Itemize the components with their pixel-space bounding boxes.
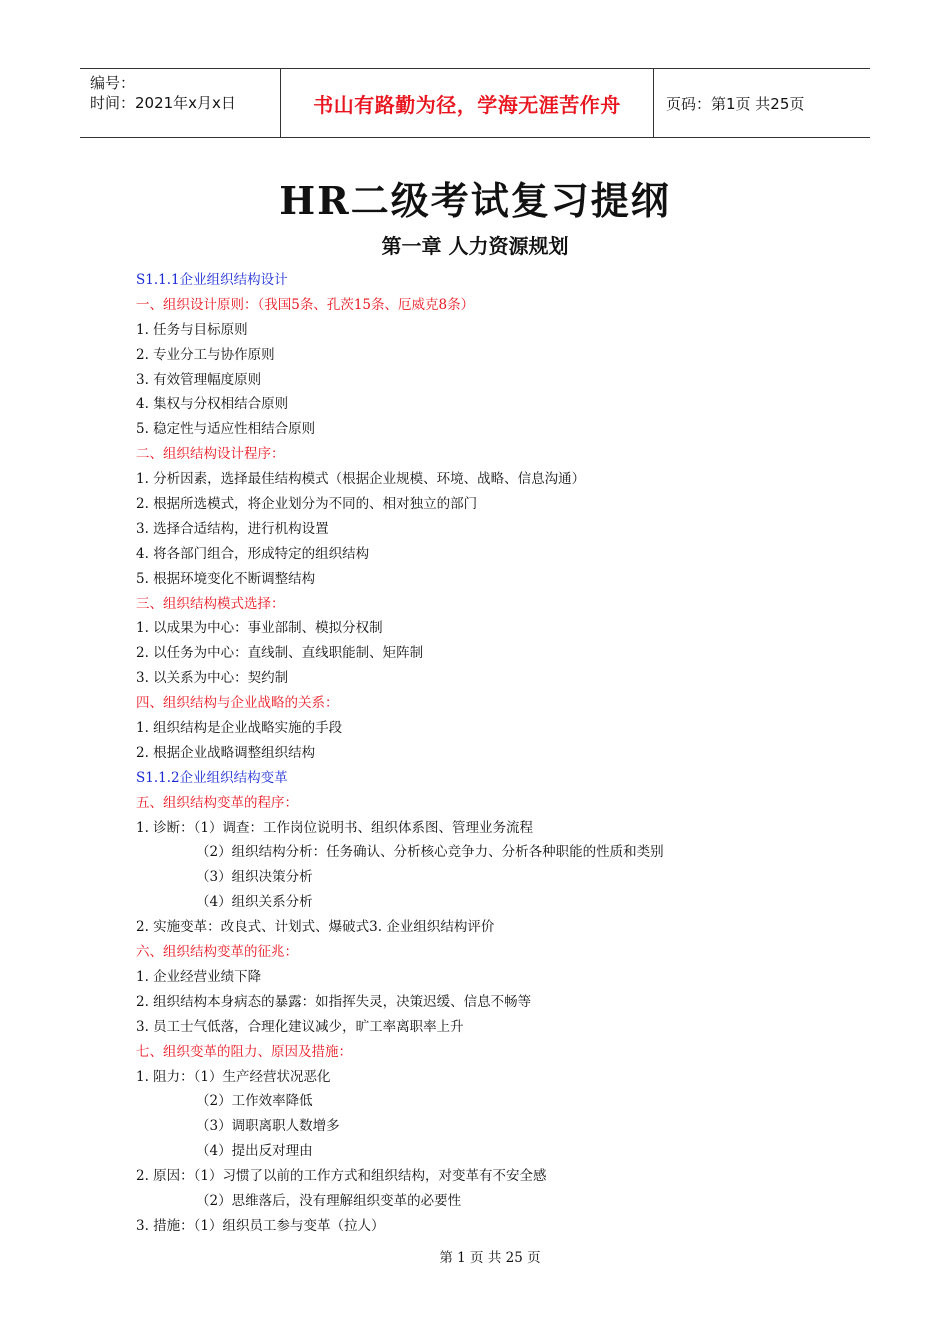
list-item: 3. 措施：（1）组织员工参与变革（拉人） [136, 1217, 385, 1234]
list-item: 4. 集权与分权相结合原则 [136, 396, 289, 413]
section-heading: S1.1.2企业组织结构变革 [136, 769, 288, 786]
list-item: 2. 原因：（1）习惯了以前的工作方式和组织结构，对变革有不安全感 [136, 1168, 547, 1185]
list-item: 2. 根据所选模式，将企业划分为不同的、相对独立的部门 [136, 496, 478, 513]
section-heading: S1.1.1企业组织结构设计 [136, 272, 288, 288]
list-item: （4）组织关系分析 [196, 894, 313, 911]
header-motto: 书山有路勤为径，学海无涯苦作舟 [280, 69, 654, 137]
list-item: 1. 企业经营业绩下降 [136, 968, 262, 985]
list-item: 2. 以任务为中心：直线制、直线职能制、矩阵制 [136, 645, 424, 662]
topic-heading: 五、组织结构变革的程序： [136, 794, 298, 811]
list-item: 2. 专业分工与协作原则 [136, 346, 275, 363]
list-item: （2）思维落后，没有理解组织变革的必要性 [196, 1192, 462, 1209]
list-item: 1. 诊断：（1）调查：工作岗位说明书、组织体系图、管理业务流程 [136, 819, 534, 836]
list-item: 5. 根据环境变化不断调整结构 [136, 570, 316, 587]
list-item: 1. 任务与目标原则 [136, 321, 248, 338]
page-footer: 第 1 页 共 25 页 [439, 1250, 541, 1266]
list-item: 5. 稳定性与适应性相结合原则 [136, 421, 316, 438]
list-item: 1. 以成果为中心：事业部制、模拟分权制 [136, 620, 383, 637]
list-item: 1. 分析因素，选择最佳结构模式（根据企业规模、环境、战略、信息沟通） [136, 471, 586, 488]
list-item: 1. 组织结构是企业战略实施的手段 [136, 720, 343, 737]
list-item: 4. 将各部门组合，形成特定的组织结构 [136, 545, 370, 562]
topic-heading: 四、组织结构与企业战略的关系： [136, 695, 339, 712]
chapter-title: 第一章 人力资源规划 [381, 234, 569, 258]
list-item: （3）调职离职人数增多 [196, 1118, 340, 1135]
list-item: （3）组织决策分析 [196, 869, 313, 886]
topic-heading: 三、组织结构模式选择： [136, 595, 285, 612]
list-item: 3. 选择合适结构，进行机构设置 [136, 520, 329, 537]
list-item: （2）组织结构分析：任务确认、分析核心竞争力、分析各种职能的性质和类别 [196, 844, 664, 861]
document-title: HR二级考试复习提纲 [279, 178, 671, 223]
time-label: 时间：2021年x月x日 [90, 94, 236, 112]
topic-heading: 七、组织变革的阻力、原因及措施： [136, 1043, 352, 1060]
list-item: 3. 有效管理幅度原则 [136, 371, 262, 388]
document-body [136, 268, 856, 1239]
list-item: （2）工作效率降低 [196, 1093, 313, 1110]
list-item: （4）提出反对理由 [196, 1143, 313, 1160]
list-item: 2. 根据企业战略调整组织结构 [136, 744, 316, 761]
list-item: 1. 阻力：（1）生产经营状况恶化 [136, 1068, 331, 1085]
topic-heading: 六、组织结构变革的征兆： [136, 944, 298, 961]
page-header [80, 68, 870, 138]
list-item: 3. 员工士气低落，合理化建议减少，旷工率离职率上升 [136, 1018, 464, 1035]
code-label: 编号： [90, 74, 136, 92]
topic-heading: 一、组织设计原则：（我国5条、孔茨15条、厄威克8条） [136, 296, 475, 313]
list-item: 3. 以关系为中心：契约制 [136, 670, 289, 687]
header-page-info: 页码：第1页 共25页 [666, 94, 805, 113]
list-item: 2. 实施变革：改良式、计划式、爆破式3. 企业组织结构评价 [136, 919, 495, 936]
topic-heading: 二、组织结构设计程序： [136, 446, 285, 463]
header-meta [80, 69, 280, 137]
list-item: 2. 组织结构本身病态的暴露：如指挥失灵，决策迟缓、信息不畅等 [136, 993, 532, 1010]
